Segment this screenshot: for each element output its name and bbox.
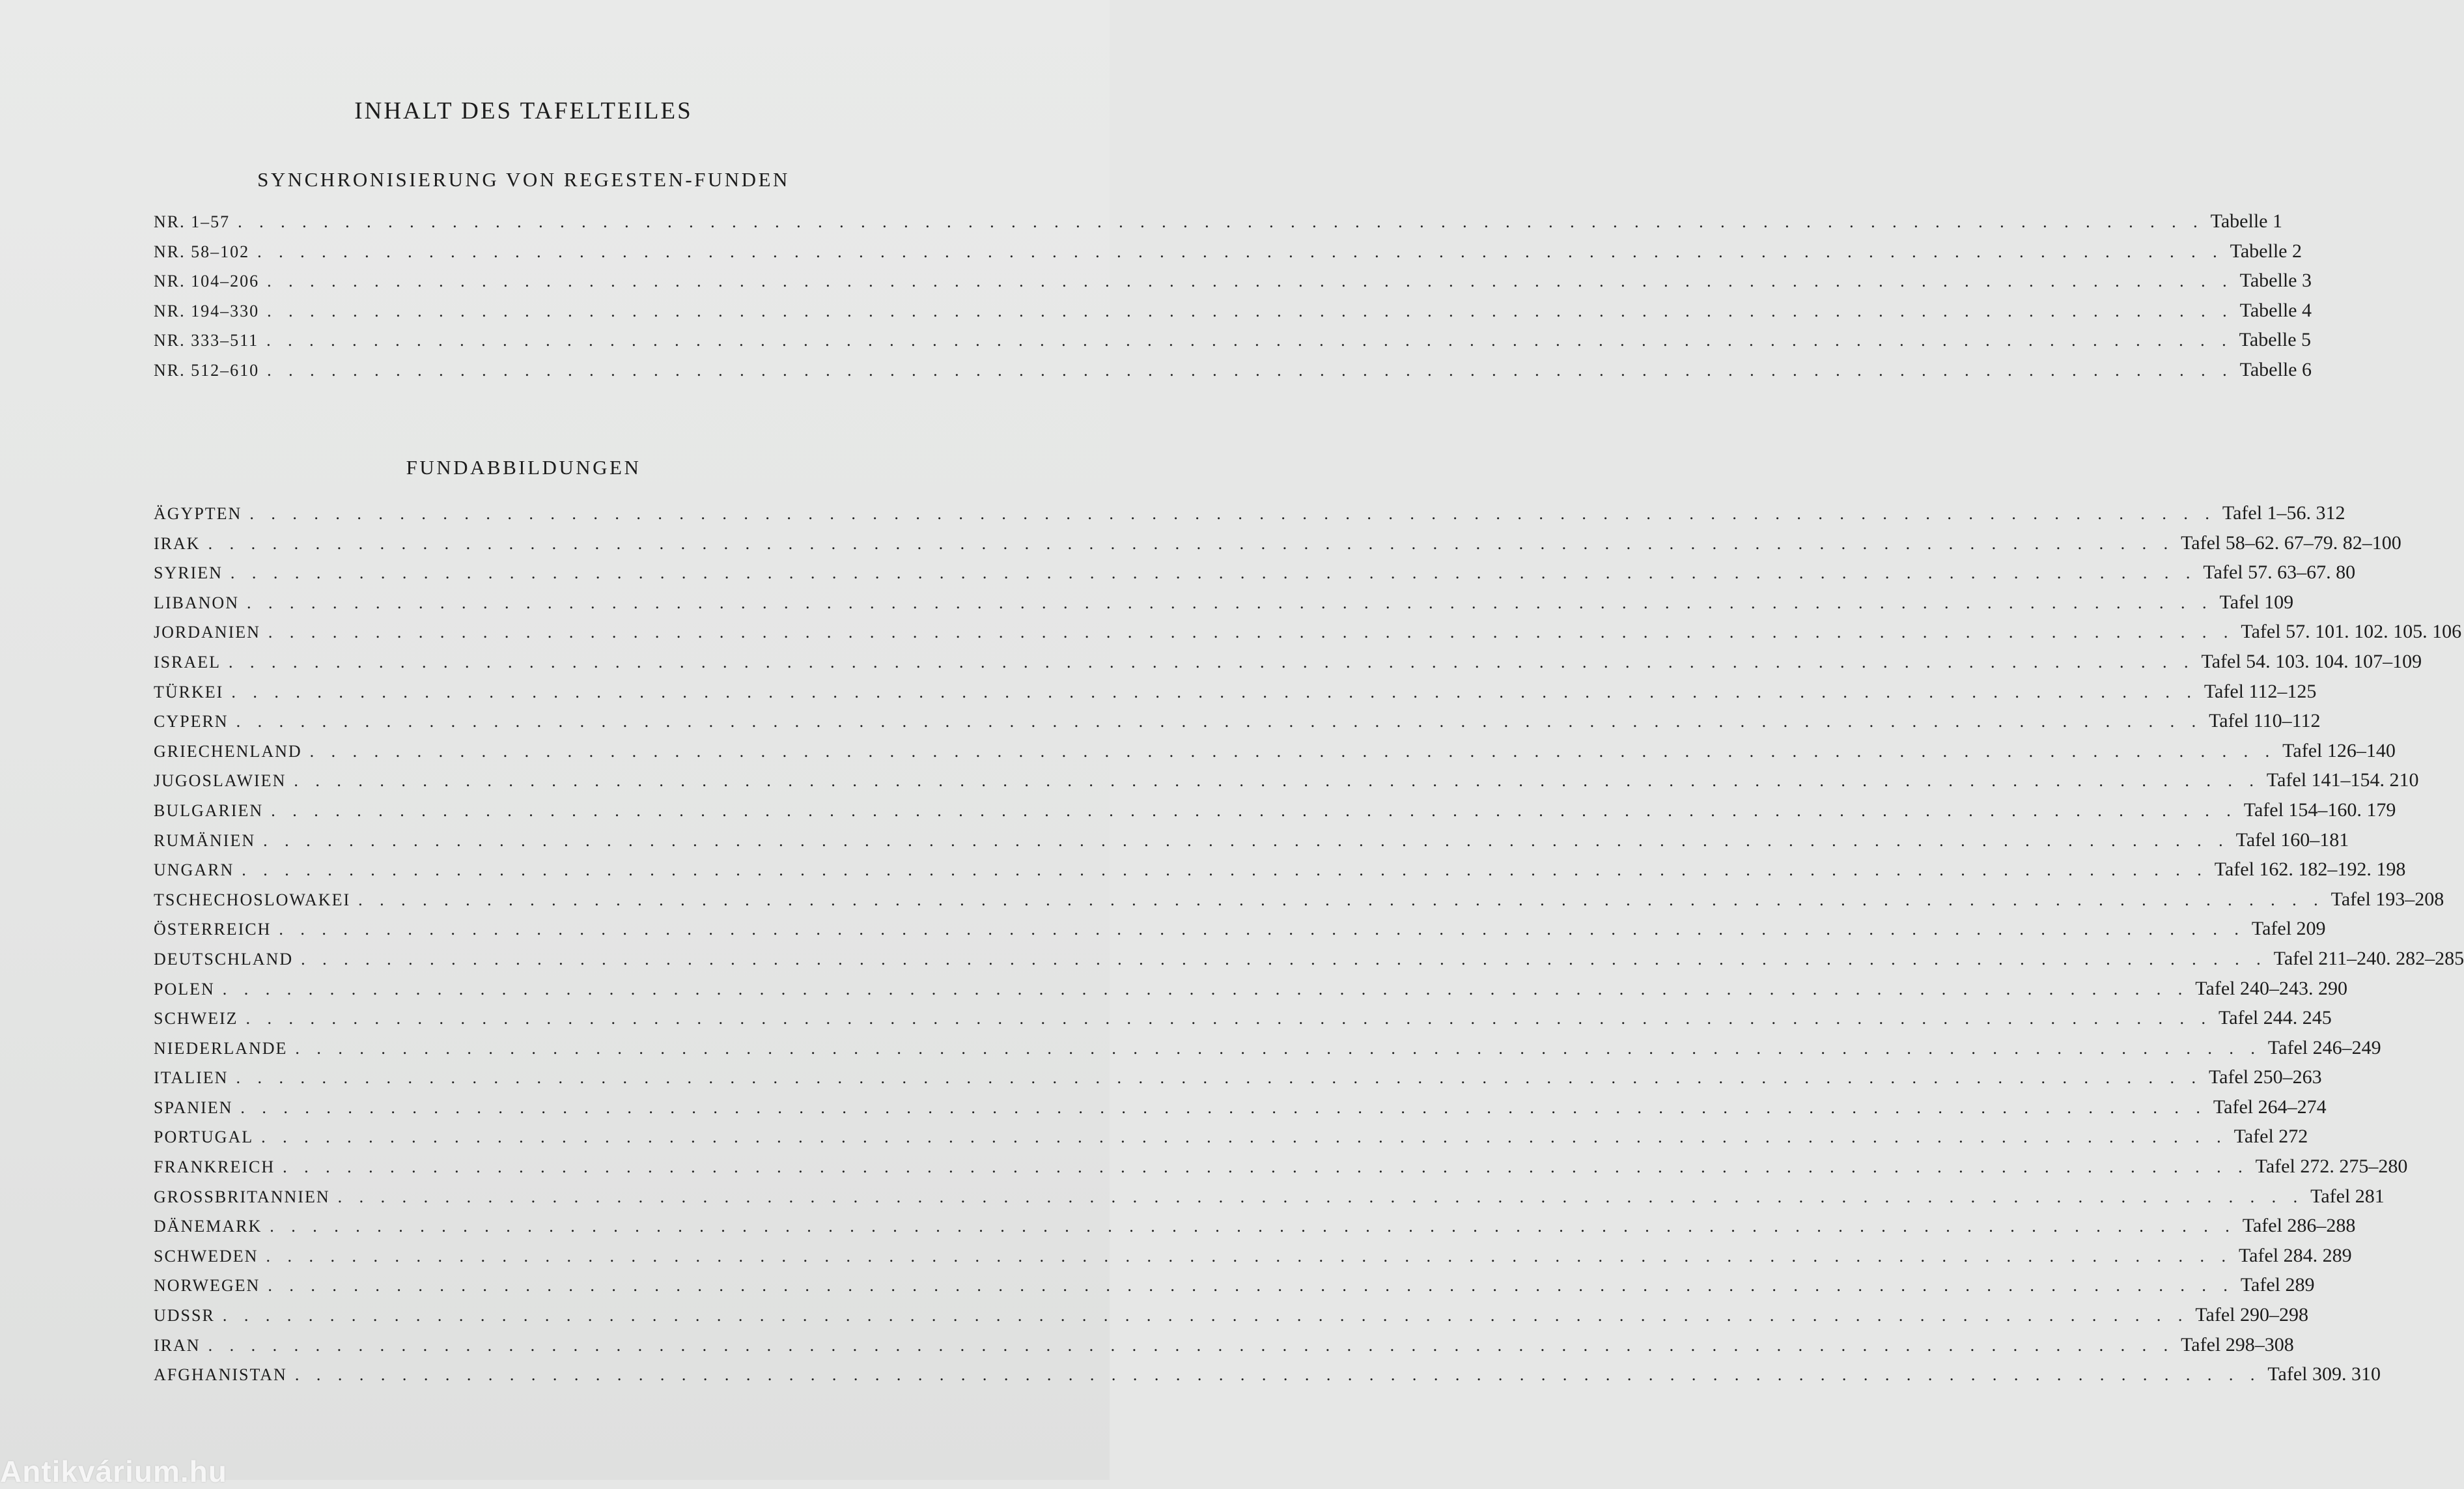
dot-leader: . . . . . . . . . . . . . . . . . . . . . . . . . . . . . . . . . . . . . . . . . . . . . . . . . . . . . . . . . . . . . . . . . . . . . . . . . . . . . . . . . . . . . . . . . . . . [268,623,2235,642]
toc-row-label: UNGARN [154,860,234,880]
toc-row-label: LIBANON [154,593,239,612]
toc-row [154,1185,2385,1215]
toc-row-label: RUMÄNIEN [154,830,256,850]
toc-row-label: PORTUGAL [154,1127,254,1147]
dot-leader: . . . . . . . . . . . . . . . . . . . . . . . . . . . . . . . . . . . . . . . . . . . . . . . . . . . . . . . . . . . . . . . . . . . . . . . . . . . . . . . . . . . . . . . . . . . . [267,301,2233,320]
dot-leader: . . . . . . . . . . . . . . . . . . . . . . . . . . . . . . . . . . . . . . . . . . . . . . . . . . . . . . . . . . . . . . . . . . . . . . . . . . . . . . . . . . . . . . . . . . . . [257,242,2224,261]
toc-row-value: Tafel 281 [2310,1185,2385,1207]
toc-row-value: Tafel 246–249 [2267,1036,2381,1058]
dot-leader: . . . . . . . . . . . . . . . . . . . . . . . . . . . . . . . . . . . . . . . . . . . . . . . . . . . . . . . . . . . . . . . . . . . . . . . . . . . . . . . . . . . . . . . . . . . . [222,979,2189,999]
toc-row [154,858,2406,888]
toc-row-label: NR. 104–206 [154,272,260,291]
toc-row-value: Tafel 154–160. 179 [2243,799,2396,821]
toc-row [154,621,2462,651]
toc-row-label: IRAN [154,1335,201,1355]
toc-row [154,1215,2356,1245]
toc-row-value: Tafel 57. 63–67. 80 [2203,561,2356,584]
dot-leader: . . . . . . . . . . . . . . . . . . . . . . . . . . . . . . . . . . . . . . . . . . . . . . . . . . . . . . . . . . . . . . . . . . . . . . . . . . . . . . . . . . . . . . . . . . . . [283,1157,2249,1177]
dot-leader: . . . . . . . . . . . . . . . . . . . . . . . . . . . . . . . . . . . . . . . . . . . . . . . . . . . . . . . . . . . . . . . . . . . . . . . . . . . . . . . . . . . . . . . . . . . . [270,1217,2236,1236]
toc-row-value: Tafel 284. 289 [2238,1244,2352,1266]
toc-row [154,888,2444,918]
dot-leader: . . . . . . . . . . . . . . . . . . . . . . . . . . . . . . . . . . . . . . . . . . . . . . . . . . . . . . . . . . . . . . . . . . . . . . . . . . . . . . . . . . . . . . . . . . . . [208,1335,2175,1355]
toc-row-value: Tafel 110–112 [2209,710,2321,732]
toc-row-label: ISRAEL [154,652,221,672]
toc-row [154,1066,2322,1096]
toc-row-value: Tafel 309. 310 [2267,1363,2381,1385]
dot-leader: . . . . . . . . . . . . . . . . . . . . . . . . . . . . . . . . . . . . . . . . . . . . . . . . . . . . . . . . . . . . . . . . . . . . . . . . . . . . . . . . . . . . . . . . . . . . [301,949,2267,969]
dot-leader: . . . . . . . . . . . . . . . . . . . . . . . . . . . . . . . . . . . . . . . . . . . . . . . . . . . . . . . . . . . . . . . . . . . . . . . . . . . . . . . . . . . . . . . . . . . . [268,1276,2234,1296]
dot-leader: . . . . . . . . . . . . . . . . . . . . . . . . . . . . . . . . . . . . . . . . . . . . . . . . . . . . . . . . . . . . . . . . . . . . . . . . . . . . . . . . . . . . . . . . . . . . [295,1038,2261,1058]
dot-leader: . . . . . . . . . . . . . . . . . . . . . . . . . . . . . . . . . . . . . . . . . . . . . . . . . . . . . . . . . . . . . . . . . . . . . . . . . . . . . . . . . . . . . . . . . . . . [236,712,2203,731]
toc-row-label: NR. 58–102 [154,242,250,261]
toc-row [154,650,2422,681]
dot-leader: . . . . . . . . . . . . . . . . . . . . . . . . . . . . . . . . . . . . . . . . . . . . . . . . . . . . . . . . . . . . . . . . . . . . . . . . . . . . . . . . . . . . . . . . . . . . [261,1127,2228,1147]
dot-leader: . . . . . . . . . . . . . . . . . . . . . . . . . . . . . . . . . . . . . . . . . . . . . . . . . . . . . . . . . . . . . . . . . . . . . . . . . . . . . . . . . . . . . . . . . . . . [229,652,2195,672]
toc-row [154,358,2312,389]
dot-leader: . . . . . . . . . . . . . . . . . . . . . . . . . . . . . . . . . . . . . . . . . . . . . . . . . . . . . . . . . . . . . . . . . . . . . . . . . . . . . . . . . . . . . . . . . . . . [238,212,2204,231]
toc-row [154,1007,2332,1037]
toc-row [154,1244,2352,1275]
toc-row-value: Tafel 272 [2233,1126,2308,1148]
dot-leader: . . . . . . . . . . . . . . . . . . . . . . . . . . . . . . . . . . . . . . . . . . . . . . . . . . . . . . . . . . . . . . . . . . . . . . . . . . . . . . . . . . . . . . . . . . . . [236,1068,2202,1088]
toc-row [154,947,2464,978]
section-title-synchronisierung: SYNCHRONISIERUNG VON REGESTEN-FUNDEN [257,168,790,191]
toc-row-value: Tafel 286–288 [2242,1215,2356,1237]
dot-leader: . . . . . . . . . . . . . . . . . . . . . . . . . . . . . . . . . . . . . . . . . . . . . . . . . . . . . . . . . . . . . . . . . . . . . . . . . . . . . . . . . . . . . . . . . . . . [242,860,2208,880]
dot-leader: . . . . . . . . . . . . . . . . . . . . . . . . . . . . . . . . . . . . . . . . . . . . . . . . . . . . . . . . . . . . . . . . . . . . . . . . . . . . . . . . . . . . . . . . . . . . [266,331,2233,350]
dot-leader: . . . . . . . . . . . . . . . . . . . . . . . . . . . . . . . . . . . . . . . . . . . . . . . . . . . . . . . . . . . . . . . . . . . . . . . . . . . . . . . . . . . . . . . . . . . . [247,593,2213,612]
toc-row-value: Tafel 1–56. 312 [2222,502,2345,524]
dot-leader: . . . . . . . . . . . . . . . . . . . . . . . . . . . . . . . . . . . . . . . . . . . . . . . . . . . . . . . . . . . . . . . . . . . . . . . . . . . . . . . . . . . . . . . . . . . . [294,1365,2261,1385]
toc-row [154,591,2294,621]
toc-row [154,240,2302,270]
toc-row-value: Tafel 289 [2240,1274,2315,1296]
toc-row [154,680,2317,711]
toc-row-label: NORWEGEN [154,1276,260,1296]
toc-row-value: Tabelle 6 [2239,358,2312,380]
toc-row-value: Tafel 211–240. 282–285 [2273,947,2464,969]
toc-row-label: IRAK [154,533,201,553]
toc-row-label: NIEDERLANDE [154,1038,288,1058]
toc-row-value: Tabelle 2 [2230,240,2302,262]
dot-leader: . . . . . . . . . . . . . . . . . . . . . . . . . . . . . . . . . . . . . . . . . . . . . . . . . . . . . . . . . . . . . . . . . . . . . . . . . . . . . . . . . . . . . . . . . . . . [266,1246,2232,1266]
tafel-list [154,502,2464,1393]
toc-row-value: Tafel 160–181 [2235,829,2349,851]
toc-row [154,739,2396,770]
dot-leader: . . . . . . . . . . . . . . . . . . . . . . . . . . . . . . . . . . . . . . . . . . . . . . . . . . . . . . . . . . . . . . . . . . . . . . . . . . . . . . . . . . . . . . . . . . . . [294,771,2260,791]
toc-row-value: Tafel 141–154. 210 [2266,769,2419,791]
toc-row-label: AFGHANISTAN [154,1365,287,1385]
dot-leader: . . . . . . . . . . . . . . . . . . . . . . . . . . . . . . . . . . . . . . . . . . . . . . . . . . . . . . . . . . . . . . . . . . . . . . . . . . . . . . . . . . . . . . . . . . . . [337,1187,2304,1206]
dot-leader: . . . . . . . . . . . . . . . . . . . . . . . . . . . . . . . . . . . . . . . . . . . . . . . . . . . . . . . . . . . . . . . . . . . . . . . . . . . . . . . . . . . . . . . . . . . . [271,801,2237,820]
toc-row-label: NR. 194–330 [154,301,260,320]
toc-row-label: TSCHECHOSLOWAKEI [154,890,351,909]
toc-row-value: Tabelle 3 [2239,270,2312,291]
toc-row-value: Tabelle 4 [2239,299,2312,321]
toc-row-value: Tafel 58–62. 67–79. 82–100 [2181,532,2401,554]
toc-row-value: Tafel 162. 182–192. 198 [2214,858,2406,881]
toc-row-label: DÄNEMARK [154,1217,262,1236]
toc-row-label: GROSSBRITANNIEN [154,1187,330,1206]
toc-row-label: JUGOSLAWIEN [154,771,287,791]
toc-row-label: SYRIEN [154,563,223,583]
toc-row-value: Tafel 209 [2251,918,2326,940]
toc-row-label: NR. 512–610 [154,360,260,380]
toc-row-label: SCHWEDEN [154,1246,259,1266]
toc-row [154,1096,2327,1126]
toc-row-label: CYPERN [154,712,229,731]
toc-row-value: Tabelle 5 [2239,329,2312,350]
dot-leader: . . . . . . . . . . . . . . . . . . . . . . . . . . . . . . . . . . . . . . . . . . . . . . . . . . . . . . . . . . . . . . . . . . . . . . . . . . . . . . . . . . . . . . . . . . . . [230,563,2197,583]
toc-row-value: Tafel 250–263 [2208,1066,2322,1088]
toc-row [154,270,2312,300]
toc-row-value: Tafel 244. 245 [2219,1007,2332,1029]
toc-row-label: FRANKREICH [154,1157,275,1177]
toc-row [154,1156,2408,1185]
toc-row [154,329,2312,359]
toc-row [154,1304,2309,1334]
toc-row [154,977,2347,1008]
dot-leader: . . . . . . . . . . . . . . . . . . . . . . . . . . . . . . . . . . . . . . . . . . . . . . . . . . . . . . . . . . . . . . . . . . . . . . . . . . . . . . . . . . . . . . . . . . . . [231,682,2198,702]
dot-leader: . . . . . . . . . . . . . . . . . . . . . . . . . . . . . . . . . . . . . . . . . . . . . . . . . . . . . . . . . . . . . . . . . . . . . . . . . . . . . . . . . . . . . . . . . . . . [222,1306,2189,1326]
toc-row [154,1333,2294,1364]
tabellen-list [154,210,2312,388]
toc-row-value: Tafel 57. 101. 102. 105. 106 [2241,621,2462,643]
toc-row-value: Tafel 193–208 [2331,888,2444,910]
toc-row-value: Tafel 264–274 [2213,1096,2327,1118]
dot-leader: . . . . . . . . . . . . . . . . . . . . . . . . . . . . . . . . . . . . . . . . . . . . . . . . . . . . . . . . . . . . . . . . . . . . . . . . . . . . . . . . . . . . . . . . . . . . [267,360,2233,380]
toc-row-value: Tafel 112–125 [2204,680,2317,702]
dot-leader: . . . . . . . . . . . . . . . . . . . . . . . . . . . . . . . . . . . . . . . . . . . . . . . . . . . . . . . . . . . . . . . . . . . . . . . . . . . . . . . . . . . . . . . . . . . . [208,533,2175,553]
toc-row [154,1126,2308,1156]
dot-leader: . . . . . . . . . . . . . . . . . . . . . . . . . . . . . . . . . . . . . . . . . . . . . . . . . . . . . . . . . . . . . . . . . . . . . . . . . . . . . . . . . . . . . . . . . . . . [240,1098,2207,1117]
toc-row [154,561,2356,591]
toc-row-label: POLEN [154,979,215,999]
page-title: INHALT DES TAFELTEILES [354,97,693,124]
dot-leader: . . . . . . . . . . . . . . . . . . . . . . . . . . . . . . . . . . . . . . . . . . . . . . . . . . . . . . . . . . . . . . . . . . . . . . . . . . . . . . . . . . . . . . . . . . . . [245,1009,2213,1028]
toc-row [154,918,2326,948]
toc-row-label: NR. 333–511 [154,331,259,350]
toc-row-value: Tafel 240–243. 290 [2195,977,2347,999]
toc-row [154,829,2349,859]
toc-row-value: Tafel 126–140 [2282,739,2396,761]
dot-leader: . . . . . . . . . . . . . . . . . . . . . . . . . . . . . . . . . . . . . . . . . . . . . . . . . . . . . . . . . . . . . . . . . . . . . . . . . . . . . . . . . . . . . . . . . . . . [263,830,2230,850]
toc-row-label: UDSSR [154,1306,215,1326]
dot-leader: . . . . . . . . . . . . . . . . . . . . . . . . . . . . . . . . . . . . . . . . . . . . . . . . . . . . . . . . . . . . . . . . . . . . . . . . . . . . . . . . . . . . . . . . . . . . [249,504,2216,523]
toc-row-label: SPANIEN [154,1098,233,1117]
toc-row-label: DEUTSCHLAND [154,949,294,969]
toc-row-label: NR. 1–57 [154,212,231,231]
toc-row-value: Tafel 272. 275–280 [2255,1156,2408,1178]
dot-leader: . . . . . . . . . . . . . . . . . . . . . . . . . . . . . . . . . . . . . . . . . . . . . . . . . . . . . . . . . . . . . . . . . . . . . . . . . . . . . . . . . . . . . . . . . . . . [309,741,2276,761]
toc-row [154,799,2396,829]
toc-row [154,1363,2381,1393]
toc-row-label: TÜRKEI [154,682,224,702]
toc-row-label: ITALIEN [154,1068,229,1088]
toc-row [154,769,2419,799]
toc-row-label: GRIECHENLAND [154,741,302,761]
dot-leader: . . . . . . . . . . . . . . . . . . . . . . . . . . . . . . . . . . . . . . . . . . . . . . . . . . . . . . . . . . . . . . . . . . . . . . . . . . . . . . . . . . . . . . . . . . . . [358,890,2325,909]
toc-row [154,532,2401,562]
toc-row-value: Tafel 109 [2219,591,2294,613]
toc-row [154,299,2312,330]
toc-row-label: BULGARIEN [154,801,264,820]
section-title-fundabbildungen: FUNDABBILDUNGEN [406,456,641,479]
toc-row-value: Tabelle 1 [2210,210,2282,232]
toc-row-label: ÖSTERREICH [154,920,272,939]
toc-row [154,1274,2315,1304]
toc-row-label: ÄGYPTEN [154,504,242,523]
toc-row [154,1036,2381,1067]
watermark-logo: Antikvárium.hu [0,1454,227,1488]
toc-row [154,710,2321,740]
toc-row [154,502,2345,532]
toc-row-value: Tafel 54. 103. 104. 107–109 [2201,650,2422,672]
toc-row-value: Tafel 290–298 [2195,1304,2309,1326]
toc-row [154,210,2282,240]
dot-leader: . . . . . . . . . . . . . . . . . . . . . . . . . . . . . . . . . . . . . . . . . . . . . . . . . . . . . . . . . . . . . . . . . . . . . . . . . . . . . . . . . . . . . . . . . . . . [267,272,2233,291]
toc-row-label: JORDANIEN [154,623,260,642]
toc-row-value: Tafel 298–308 [2181,1333,2294,1355]
toc-row-label: SCHWEIZ [154,1009,238,1028]
dot-leader: . . . . . . . . . . . . . . . . . . . . . . . . . . . . . . . . . . . . . . . . . . . . . . . . . . . . . . . . . . . . . . . . . . . . . . . . . . . . . . . . . . . . . . . . . . . . [279,920,2245,939]
